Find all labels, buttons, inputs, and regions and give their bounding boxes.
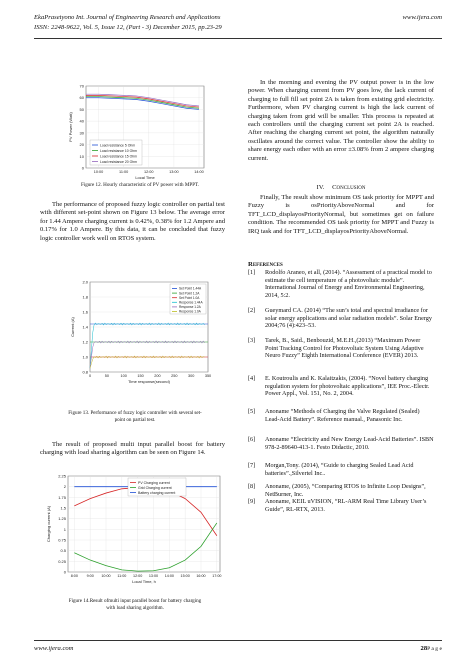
figure-13-caption-line-2: point on partial test. bbox=[114, 416, 156, 423]
x-tick-label: 12:00 bbox=[144, 170, 154, 174]
figure-12-chart bbox=[64, 82, 214, 182]
reference-text: Rodolfo Araneo, et all, (2014). “Assessment of a practical model to estimate the cell temperature of a photovoltaic module”. International Journal of Energy and Environmental Engineering, 2014, 5:2. bbox=[265, 269, 432, 299]
reference-number: [4] bbox=[248, 375, 256, 382]
reference-item bbox=[248, 269, 434, 307]
legend-entry: Response 1.2A bbox=[179, 305, 201, 310]
reference-text: E. Koutroulis and K. Kalaitzakis, (2004). “Novel battery charging regulation system for photovoltaic applications”, IEE Proc.-Electr. Power Appl., Vol. 151, No. 2, 2004. bbox=[265, 375, 430, 397]
x-tick-label: 14:00 bbox=[194, 170, 204, 174]
y-tick-label: 70 bbox=[79, 83, 84, 89]
reference-text: Anoname “Methods of Charging the Valve Regulated (Sealed) Lead-Acid Battery”. Reference manual., Panasonic Inc. bbox=[265, 408, 420, 423]
legend-entry: Response 1.0A bbox=[179, 309, 201, 314]
y-tick-label: 1 bbox=[63, 526, 66, 532]
conclusion-paragraph: Finally, The result show minimum OS task priority for MPPT and Fuzzy is osPriorityAboveNormal and for TFT_LCD_displayosPriorityNormal, but sometimes get on failure condition. The recommended OS task priority for MPPT and Fuzzy is IRQ task and for TFT_LCD_displayosPriorityAboveNormal. bbox=[248, 194, 434, 235]
legend-entry: Load resistance 15 Ohm bbox=[100, 154, 137, 159]
legend-entry: Set Point 1.2A bbox=[179, 291, 200, 296]
y-tick-label: 0 bbox=[81, 165, 84, 171]
legend-entry: Response 1.44A bbox=[179, 300, 203, 305]
x-axis-label: Local Time bbox=[135, 175, 155, 180]
section-title: Conclusion bbox=[332, 184, 366, 191]
figure-14-chart bbox=[42, 472, 230, 592]
footer-website[interactable]: www.ijera.com bbox=[34, 645, 74, 652]
x-tick-label: 14:00 bbox=[164, 574, 174, 578]
journal-issn: ISSN: 2248-9622, Vol. 5, Issue 12, (Part - 3) December 2015, pp.23-29 bbox=[34, 24, 222, 31]
x-tick-label: 11:00 bbox=[117, 574, 127, 578]
figure-14-caption-line-2: with load sharing algorithm. bbox=[106, 604, 164, 611]
x-tick-label: 12:00 bbox=[133, 574, 143, 578]
page-label: P a g e bbox=[427, 646, 442, 652]
left-paragraph-1: The performance of proposed fuzzy logic controller on partial test with different set-point shown on Figure 13 below. The average error for 1.44 Ampere charging current is 0.42%, 0.38% for 1.2 Ampere and 0.17% for 1.0 Ampere. By this data, it can be concluded that fuzzy logic controller work well on RTOS system. bbox=[40, 201, 225, 242]
x-tick-label: 200 bbox=[154, 374, 161, 378]
x-tick-label: 250 bbox=[171, 374, 178, 378]
y-tick-label: 2.0 bbox=[82, 279, 88, 285]
y-tick-label: 1.5 bbox=[60, 505, 66, 511]
page-number: 28 bbox=[420, 645, 428, 652]
journal-website[interactable]: www.ijera.com bbox=[402, 14, 442, 21]
x-tick-label: 300 bbox=[187, 374, 195, 378]
reference-number: [7] bbox=[248, 462, 256, 469]
legend-entry: Load resistance 5 Ohm bbox=[100, 143, 136, 148]
y-tick-label: 50 bbox=[79, 106, 84, 112]
reference-item bbox=[248, 483, 434, 498]
x-tick-label: 16:00 bbox=[196, 574, 206, 578]
reference-item bbox=[248, 498, 434, 513]
y-tick-label: 30 bbox=[79, 130, 84, 136]
y-tick-label: 1.75 bbox=[58, 494, 66, 500]
legend-entry: Load resistance 20 Ohm bbox=[100, 159, 137, 164]
legend-entry: Grid Charging current bbox=[138, 485, 172, 490]
page-footer bbox=[34, 645, 442, 652]
legend-entry: Battery charging current bbox=[138, 490, 176, 495]
header-rule bbox=[34, 38, 442, 39]
y-tick-label: 0 bbox=[63, 569, 66, 575]
legend-entry: Set Point 1.0A bbox=[179, 295, 200, 300]
y-axis-label: Charging current (A) bbox=[46, 505, 51, 543]
y-tick-label: 20 bbox=[79, 142, 84, 148]
y-tick-label: 40 bbox=[79, 118, 84, 124]
legend-entry: Set Point 1.44A bbox=[179, 286, 202, 291]
x-tick-label: 100 bbox=[120, 374, 127, 378]
reference-number: [9] bbox=[248, 498, 256, 505]
x-axis-label: Local Time, h bbox=[132, 579, 156, 584]
page-header bbox=[34, 13, 442, 33]
reference-text: Morgan,Tony. (2014), “Guide to charging Sealed Lead Acid batteries”.,Silvertel Inc.. bbox=[265, 462, 414, 477]
figure-13-caption bbox=[40, 410, 230, 423]
left-paragraph-2: The result of proposed multi input parallel boost for battery charging with load sharing algorithm can be seen on Figure 14. bbox=[40, 441, 225, 457]
reference-item bbox=[248, 462, 434, 483]
footer-rule bbox=[34, 640, 442, 641]
figure-13-caption-line-1: Figure 13. Performance of fuzzy logic controller with several set- bbox=[68, 410, 202, 416]
y-tick-label: 2.25 bbox=[58, 473, 66, 479]
legend-entry: Load resistance 10 Ohm bbox=[100, 148, 137, 153]
reference-number: [2] bbox=[248, 307, 256, 314]
x-tick-label: 150 bbox=[137, 374, 144, 378]
figure-12-caption: Figure 12. Hourly characteristic of PV power with MPPT. bbox=[80, 182, 200, 188]
reference-item bbox=[248, 375, 434, 408]
y-tick-label: 0.25 bbox=[58, 558, 66, 564]
y-tick-label: 1.2 bbox=[82, 339, 88, 345]
y-tick-label: 10 bbox=[79, 153, 84, 159]
x-tick-label: 10:00 bbox=[101, 574, 111, 578]
y-tick-label: 60 bbox=[79, 95, 84, 101]
x-tick-label: 13:00 bbox=[169, 170, 179, 174]
reference-number: [3] bbox=[248, 337, 256, 344]
y-tick-label: 0.75 bbox=[58, 537, 66, 543]
figure-14-caption-line-1: Figure 14.Result ofmulti input parallel boost for battery charging bbox=[68, 598, 202, 604]
x-tick-label: 10:00 bbox=[93, 170, 104, 174]
reference-item bbox=[248, 436, 434, 462]
x-tick-label: 8:00 bbox=[70, 574, 78, 578]
x-tick-label: 50 bbox=[104, 374, 109, 378]
x-tick-label: 350 bbox=[204, 374, 212, 378]
section-number: IV. bbox=[316, 184, 325, 191]
journal-title: EkaPrasetyono Int. Journal of Engineering Research and Applications bbox=[34, 14, 221, 21]
reference-text: Anoname “Electricity and New Energy Lead-Acid Batteries”. ISBN 978-2-89640-413-1. Festo Didactic, 2010. bbox=[265, 436, 434, 451]
x-tick-label: 17:00 bbox=[212, 574, 222, 578]
y-axis-label: Current (A) bbox=[70, 317, 75, 337]
x-tick-label: 15:00 bbox=[180, 574, 190, 578]
footer-page bbox=[421, 645, 442, 652]
reference-text: Anoname, (2005), “Comparing RTOS to Infinite Loop Designs”, NetBurner, Inc. bbox=[265, 483, 426, 498]
y-tick-label: 1.4 bbox=[82, 324, 88, 330]
reference-item bbox=[248, 337, 434, 375]
reference-number: [5] bbox=[248, 408, 256, 415]
y-tick-label: 2 bbox=[63, 484, 66, 490]
reference-number: [1] bbox=[248, 269, 256, 276]
legend-entry: PV Charging current bbox=[138, 480, 170, 485]
section-heading-conclusion bbox=[248, 184, 434, 191]
y-tick-label: 0.8 bbox=[82, 369, 88, 375]
x-tick-label: 13:00 bbox=[148, 574, 159, 578]
figure-14-caption bbox=[40, 598, 230, 611]
reference-item bbox=[248, 408, 434, 436]
right-paragraph-1: In the morning and evening the PV output power is in the low power. When charging current from PV goes low, the lack current of charging to full fill set point 2A is taken from existing grid electricity. Furthermore, when PV charging current is high the lack current of charging taken from grid will be smaller. This process is repeated at each controllers until the charging current set point 2A is reached. After reaching the charging current set point, the algorithm naturally oscillates around the correct value. The controller show the ability to share energy each other with an error ±3.08% from 2 ampere charging current. bbox=[248, 79, 434, 162]
y-tick-label: 0.5 bbox=[60, 548, 66, 554]
references-heading: References bbox=[248, 261, 283, 268]
y-tick-label: 1.25 bbox=[58, 516, 66, 522]
y-tick-label: 1.6 bbox=[82, 309, 88, 315]
reference-text: Anoname, KEIL uVISION, “RL-ARM Real Time Library User’s Guide”, RL-RTX, 2013. bbox=[265, 498, 427, 513]
y-tick-label: 1.8 bbox=[82, 294, 88, 300]
y-axis-label: PV Power (Watt) bbox=[68, 112, 73, 142]
y-tick-label: 1.0 bbox=[82, 354, 88, 360]
x-tick-label: 11:00 bbox=[119, 170, 129, 174]
x-tick-label: 0 bbox=[88, 374, 92, 378]
reference-text: Gueymard CA. (2014) “The sun’s total and spectral irradiance for solar energy applications and solar radiation models”. Solar Energy 2004;76 (4):423–53. bbox=[265, 307, 432, 329]
reference-number: [8] bbox=[248, 483, 256, 490]
reference-item bbox=[248, 307, 434, 337]
reference-number: [6] bbox=[248, 436, 256, 443]
figure-13-chart bbox=[60, 276, 220, 386]
x-axis-label: Time response(second) bbox=[128, 379, 170, 384]
x-tick-label: 9:00 bbox=[86, 574, 94, 578]
reference-text: Tarek, B., Said., Benbouzid, M.E.H.,(2013) “Maximum Power Point Tracking Control for Photovoltaic System Using Adaptive Neuro Fuzzy” Eighth International Conference (EVER) 2013. bbox=[265, 337, 424, 359]
